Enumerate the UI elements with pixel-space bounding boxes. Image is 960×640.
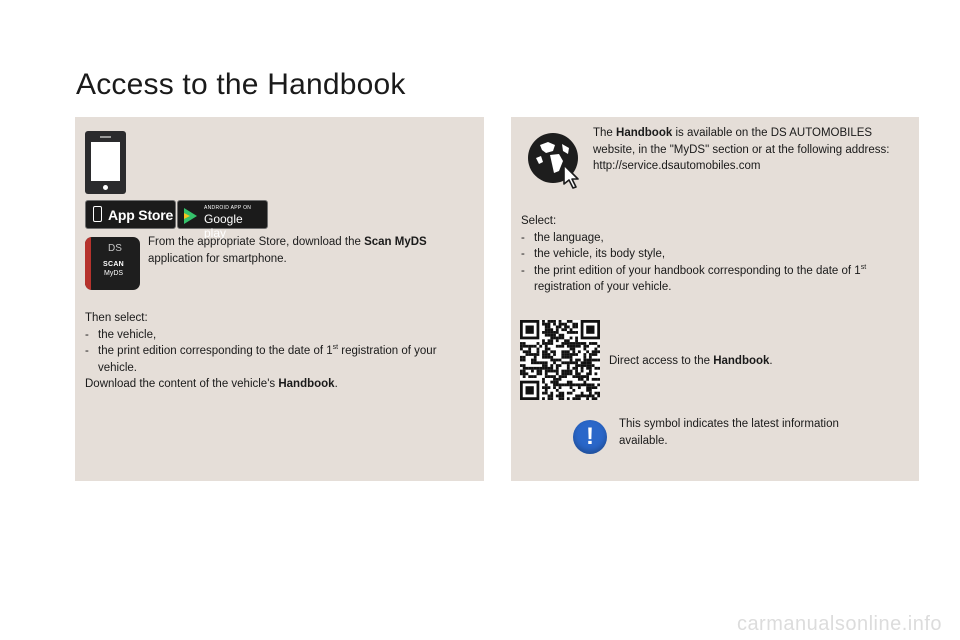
left-panel xyxy=(75,117,484,481)
info-symbol-text: This symbol indicates the latest information available. xyxy=(619,418,839,447)
left-select-list xyxy=(85,327,475,377)
google-play-label: Google play xyxy=(204,212,243,240)
app-icon-line2: MyDS xyxy=(104,270,124,277)
right-select-list xyxy=(521,230,881,296)
ds-logo: DS xyxy=(108,243,122,254)
smartphone-icon xyxy=(85,131,126,194)
select-heading: Select: xyxy=(521,215,557,227)
handbook-url[interactable]: http://service.dsautomobiles.com xyxy=(593,160,761,172)
direct-access-text: Direct access to the Handbook. xyxy=(609,355,773,367)
then-select-block xyxy=(85,310,475,393)
list-item: - the vehicle, xyxy=(85,327,475,344)
scan-myds-app-icon xyxy=(85,237,140,290)
app-store-badge[interactable] xyxy=(85,200,176,229)
right-panel xyxy=(511,117,919,481)
list-item: - the print edition corresponding to the date of 1st registration of your vehicle. xyxy=(85,343,475,376)
list-item: - the print edition of your handbook corresponding to the date of 1st registration of your vehicle. xyxy=(521,263,881,296)
list-item: - the language, xyxy=(521,230,881,247)
google-play-small-label: ANDROID APP ON xyxy=(204,205,252,211)
app-icon-line1: SCAN xyxy=(103,261,125,268)
download-content-text: Download the content of the vehicle's Handbook. xyxy=(85,378,338,390)
latest-info-icon: ! xyxy=(573,420,607,454)
list-item: - the vehicle, its body style, xyxy=(521,246,881,263)
page-title: Access to the Handbook xyxy=(76,68,406,101)
qr-code[interactable] xyxy=(520,320,600,400)
handbook-availability-text: The Handbook is available on the DS AUTOMOBILES website, in the "MyDS" section or at the following address: http://service.dsautomobiles.com xyxy=(593,125,903,175)
iphone-icon xyxy=(93,206,102,222)
app-store-label: App Store xyxy=(108,207,174,223)
google-play-badge[interactable] xyxy=(177,200,268,240)
pointer-hand-icon xyxy=(561,163,583,189)
download-instruction: From the appropriate Store, download the Scan MyDS application for smartphone. xyxy=(148,236,427,265)
then-select-heading: Then select: xyxy=(85,312,148,324)
watermark: carmanualsonline.info xyxy=(736,613,942,635)
select-block xyxy=(521,213,881,296)
